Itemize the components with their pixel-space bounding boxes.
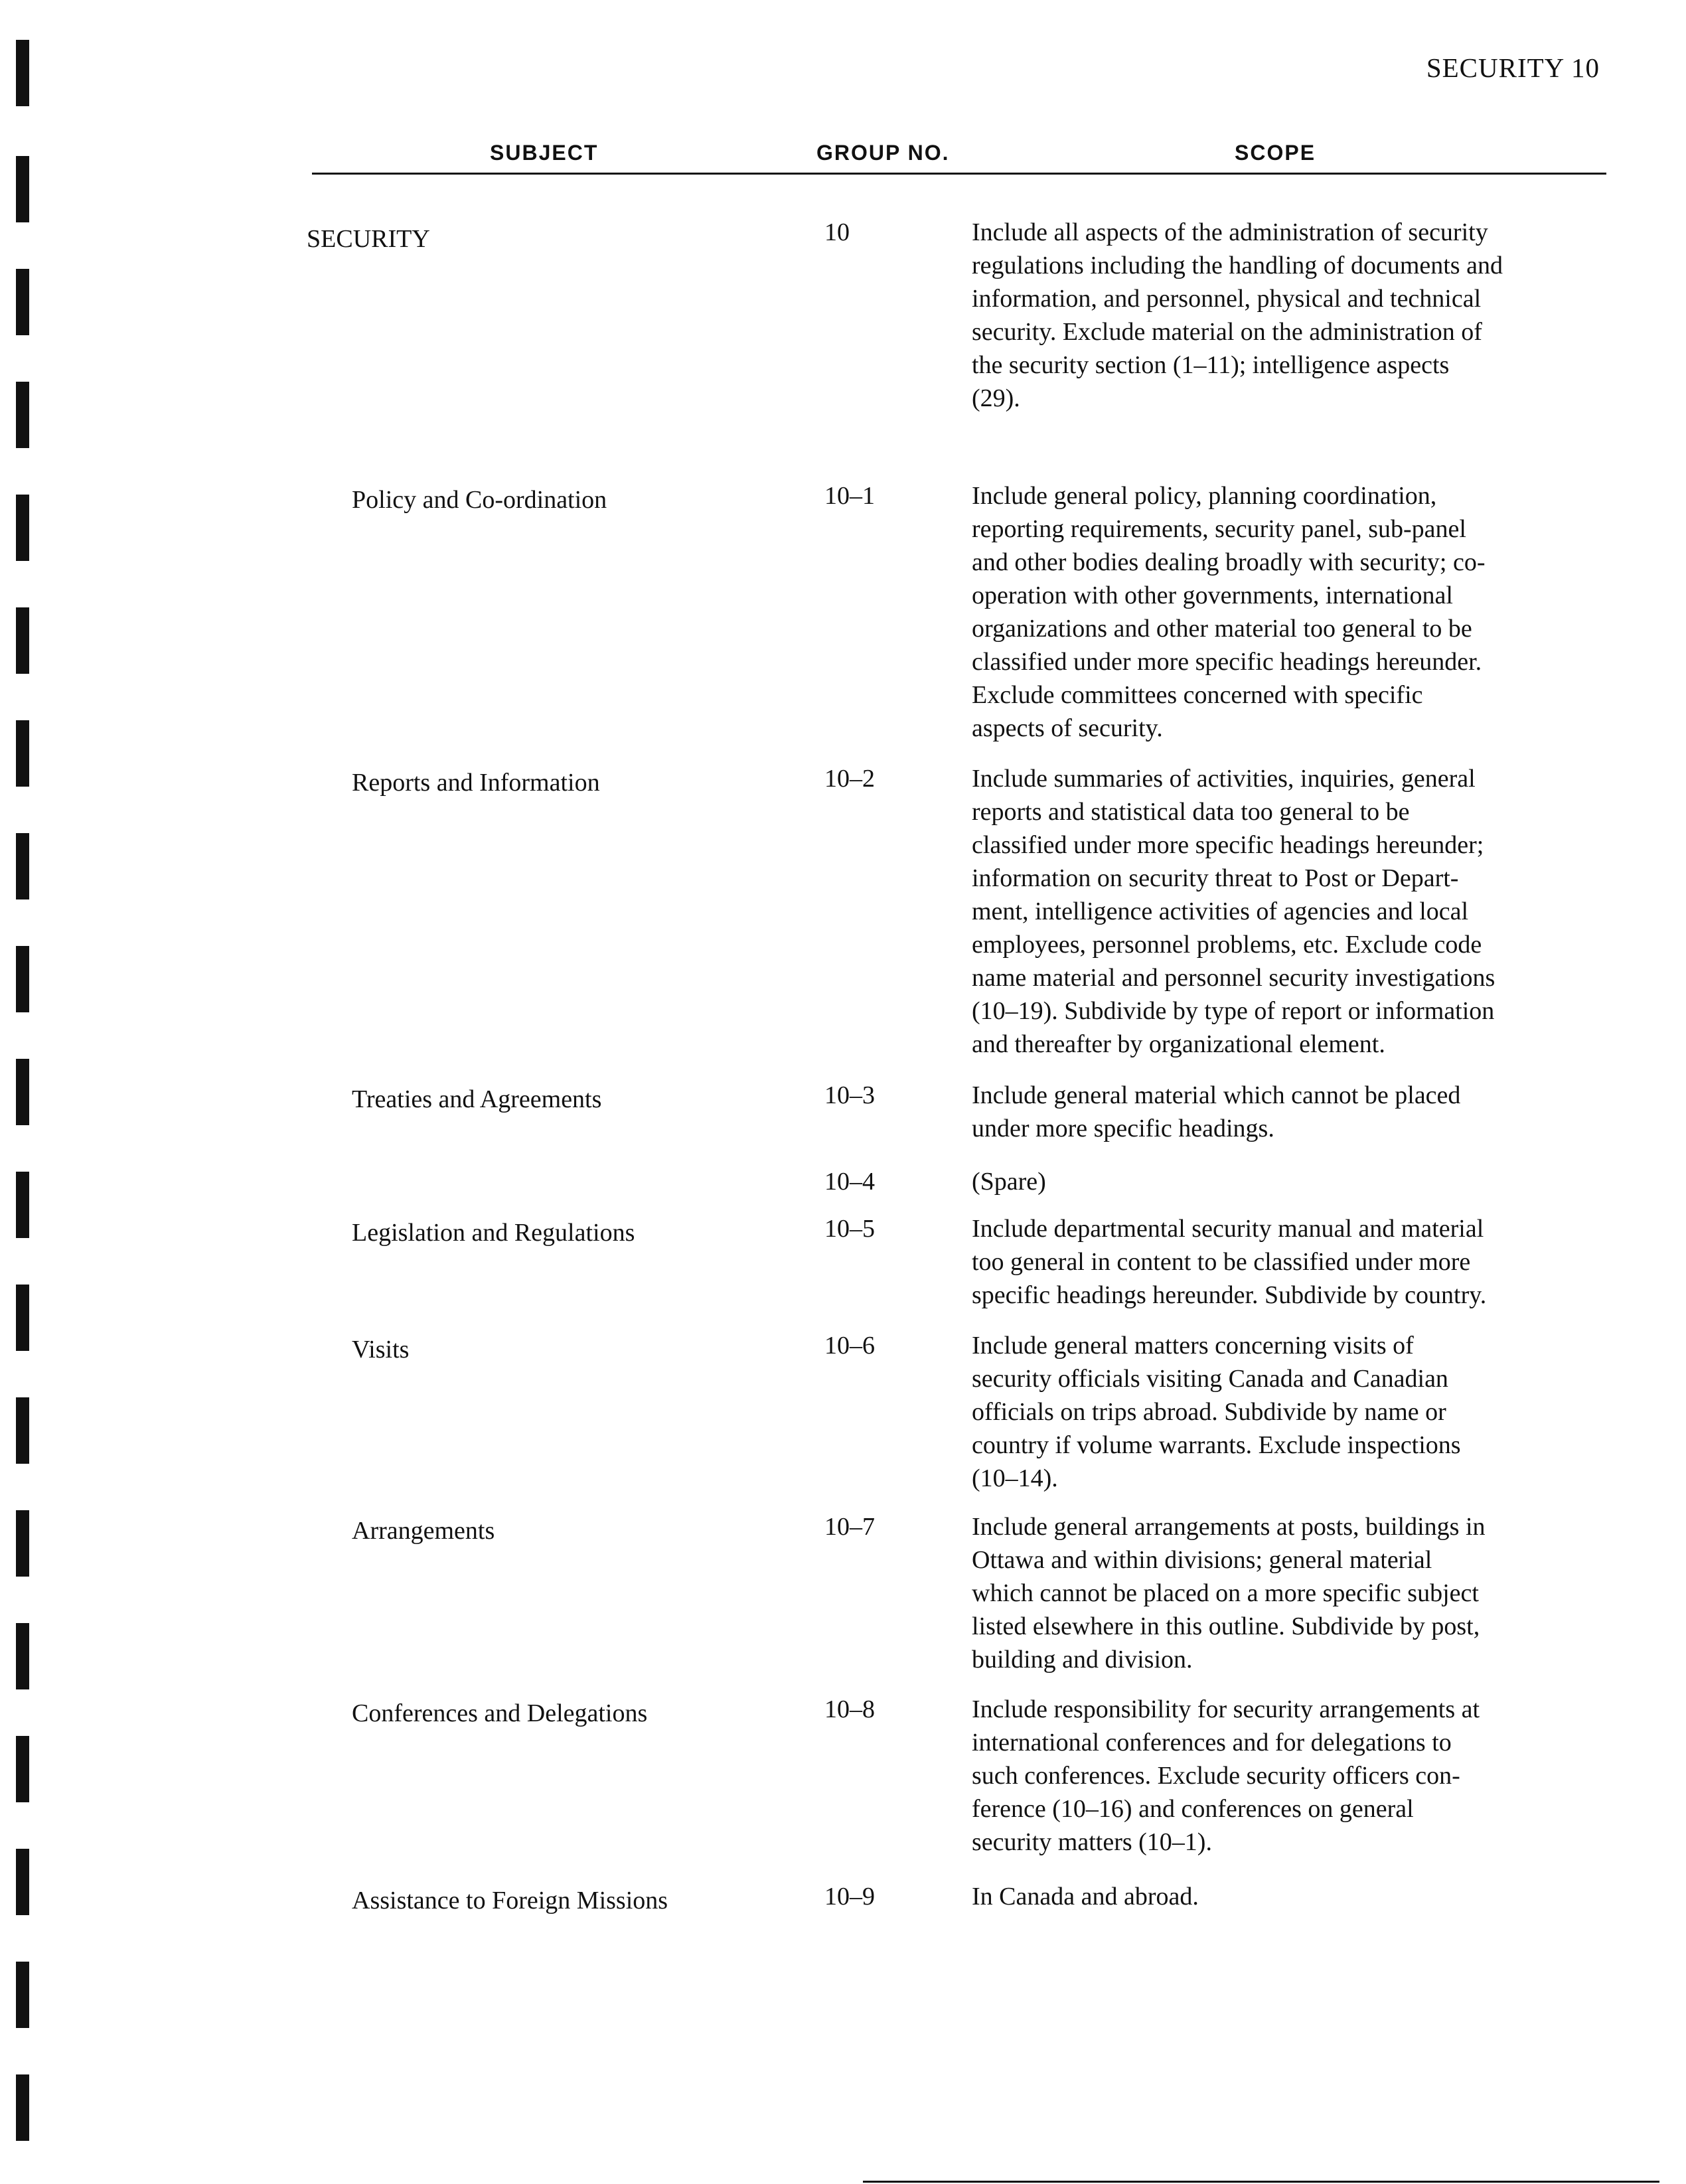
binding-mark bbox=[16, 269, 29, 335]
binding-mark bbox=[16, 1397, 29, 1464]
binding-mark bbox=[16, 1962, 29, 2028]
entry-subject: Legislation and Regulations bbox=[352, 1219, 635, 1247]
entry-subject: SECURITY bbox=[307, 225, 430, 253]
scope-column-header: SCOPE bbox=[1235, 141, 1316, 165]
binding-mark bbox=[16, 1510, 29, 1577]
entry-subject: Reports and Information bbox=[352, 769, 600, 797]
entry-group-number: 10 bbox=[824, 218, 850, 246]
entry-group-number: 10–1 bbox=[824, 482, 875, 510]
entry-group-number: 10–6 bbox=[824, 1332, 875, 1360]
binding-mark bbox=[16, 833, 29, 899]
entry-group-number: 10–5 bbox=[824, 1215, 875, 1243]
group-column-header: GROUP NO. bbox=[816, 141, 950, 165]
binding-mark bbox=[16, 1623, 29, 1689]
entry-scope: Include summaries of activities, inquiries, general reports and statistical data too general to be classified under more specific headings hereunder; information on security threat to Post or Depart- ment, intelligence activities of agencies and local employees, personnel problems, etc. Exclude code name material and personnel security investigations (10–19). Subdivide by type of report or information and thereafter by organizational element. bbox=[972, 765, 1495, 1058]
binding-mark bbox=[16, 946, 29, 1012]
binding-mark bbox=[16, 156, 29, 222]
entry-scope: In Canada and abroad. bbox=[972, 1883, 1199, 1911]
entry-subject: Policy and Co-ordination bbox=[352, 486, 607, 514]
entry-group-number: 10–2 bbox=[824, 765, 875, 793]
binding-mark bbox=[16, 1172, 29, 1238]
binding-mark bbox=[16, 1849, 29, 1915]
entry-subject: Arrangements bbox=[352, 1517, 495, 1545]
binding-mark bbox=[16, 1736, 29, 1802]
entry-group-number: 10–8 bbox=[824, 1695, 875, 1723]
entry-scope: Include responsibility for security arrangements at international conferences and for delegations to such conferences. Exclude security officers con- ference (10–16) and conferences on general security matters (10–1). bbox=[972, 1695, 1480, 1856]
subject-column-header: SUBJECT bbox=[490, 141, 599, 165]
binding-mark bbox=[16, 1059, 29, 1125]
binding-marks bbox=[16, 0, 32, 2184]
entry-subject: Conferences and Delegations bbox=[352, 1699, 648, 1727]
entry-subject: Visits bbox=[352, 1336, 410, 1364]
binding-mark bbox=[16, 382, 29, 448]
binding-mark bbox=[16, 607, 29, 674]
binding-mark bbox=[16, 1285, 29, 1351]
entry-scope: Include general arrangements at posts, buildings in Ottawa and within divisions; general material which cannot be placed on a more specific subject listed elsewhere in this outline. Subdivide by post, building and division. bbox=[972, 1513, 1486, 1674]
binding-mark bbox=[16, 40, 29, 106]
entry-group-number: 10–9 bbox=[824, 1883, 875, 1911]
binding-mark bbox=[16, 495, 29, 561]
binding-mark bbox=[16, 720, 29, 787]
entry-group-number: 10–3 bbox=[824, 1081, 875, 1109]
entry-scope: (Spare) bbox=[972, 1168, 1046, 1196]
entry-scope: Include all aspects of the administration of security regulations including the handling of documents and information, and personnel, physical and technical security. Exclude material on the administration of the security section (1–11); intelligence aspects (29). bbox=[972, 218, 1503, 412]
entry-scope: Include general matters concerning visits of security officials visiting Canada and Canadian officials on trips abroad. Subdivide by name or country if volume warrants. Exclude inspections (10–14). bbox=[972, 1332, 1461, 1492]
entry-group-number: 10–4 bbox=[824, 1168, 875, 1196]
entry-scope: Include departmental security manual and material too general in content to be classified under more specific headings hereunder. Subdivide by country. bbox=[972, 1215, 1487, 1309]
entry-scope: Include general material which cannot be placed under more specific headings. bbox=[972, 1081, 1461, 1142]
bottom-rule bbox=[863, 2181, 1659, 2183]
entry-subject: Treaties and Agreements bbox=[352, 1085, 602, 1113]
entry-subject: Assistance to Foreign Missions bbox=[352, 1887, 668, 1914]
binding-mark bbox=[16, 2074, 29, 2141]
entry-scope: Include general policy, planning coordination, reporting requirements, security panel, sub-panel and other bodies dealing broadly with security; co- operation with other governments, international organizations and other material too general to be classified under more specific headings hereunder. Exclude committees concerned with specific aspects of security. bbox=[972, 482, 1486, 742]
column-headers bbox=[312, 141, 1606, 181]
entry-group-number: 10–7 bbox=[824, 1513, 875, 1541]
header-rule bbox=[312, 173, 1606, 175]
page-header: SECURITY 10 bbox=[1426, 52, 1600, 83]
